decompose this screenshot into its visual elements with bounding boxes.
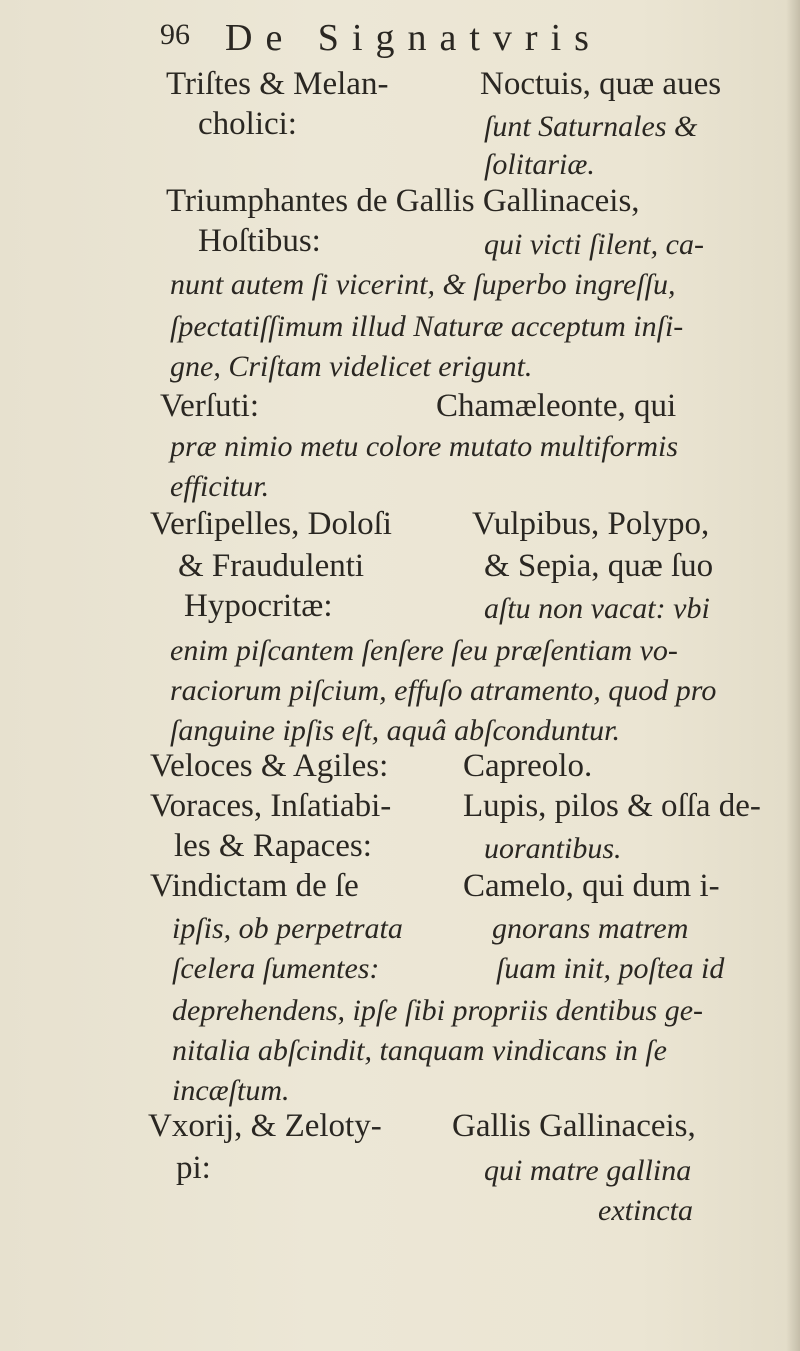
line-14-right: aſtu non vacat: vbi [484,592,710,625]
line-22-right: gnorans matrem [492,912,689,945]
line-22-left: ipſis, ob perpetrata [172,912,403,945]
line-18-left: Veloces & Agiles: [150,748,389,784]
line-21-left: Vindictam de ſe [150,868,359,904]
line-1-right: Noctuis, quæ aues [480,66,722,102]
line-3-right: ſolitariæ. [484,148,595,181]
running-title: De Signatvris [225,17,602,59]
line-19-right: Lupis, pilos & oſſa de- [463,788,761,824]
line-9-left: Verſuti: [160,388,259,424]
line-28-left: pi: [176,1150,211,1186]
line-1-left: Triſtes & Melan- [166,66,389,102]
line-23-right: ſuam init, poſtea id [496,952,725,985]
line-4-left: Triumphantes de Gallis Gallinaceis, [166,183,640,219]
line-12-right: Vulpibus, Polypo, [472,506,710,542]
line-27-left: Vxorij, & Zeloty- [148,1108,382,1144]
line-17: ſanguine ipſis eſt, aquâ abſconduntur. [170,714,620,747]
line-24: deprehendens, ipſe ſibi propriis dentibus ge- [172,994,704,1027]
line-13-left: & Fraudulenti [178,548,365,584]
line-12-left: Verſipelles, Doloſi [150,506,392,542]
line-9-right: Chamæleonte, qui [436,388,677,424]
line-7: ſpectatiſſimum illud Naturæ acceptum inſi- [170,310,684,343]
line-13-right: & Sepia, quæ ſuo [484,548,714,584]
line-18-right: Capreolo. [463,748,593,784]
line-10: præ nimio metu colore mutato multiformis [170,430,679,463]
line-2-right: ſunt Saturnales & [484,110,698,143]
line-11: efficitur. [170,470,270,503]
line-26: incæſtum. [172,1074,290,1107]
line-29-right: extincta [598,1194,693,1227]
line-8: gne, Criſtam videlicet erigunt. [170,350,533,383]
line-25: nitalia abſcindit, tanquam vindicans in ſe [172,1034,667,1067]
page-number: 96 [160,18,190,51]
line-19-left: Voraces, Inſatiabi- [150,788,392,824]
line-20-left: les & Rapaces: [174,828,372,864]
line-16: raciorum piſcium, effuſo atramento, quod pro [170,674,717,707]
line-5-right: qui victi ſilent, ca- [484,228,704,261]
line-6: nunt autem ſi vicerint, & ſuperbo ingreſſu, [170,268,676,301]
line-5-left: Hoſtibus: [198,223,321,259]
line-2-left: cholici: [198,106,297,142]
line-23-left: ſcelera ſumentes: [172,952,380,985]
line-14-left: Hypocritæ: [184,588,333,624]
line-28-right: qui matre gallina [484,1154,692,1187]
line-15: enim piſcantem ſenſere ſeu præſentiam vo- [170,634,678,667]
line-20-right: uorantibus. [484,832,622,865]
line-21-right: Camelo, qui dum i- [463,868,720,904]
page-gutter-shadow [786,0,800,1351]
line-27-right: Gallis Gallinaceis, [452,1108,696,1144]
